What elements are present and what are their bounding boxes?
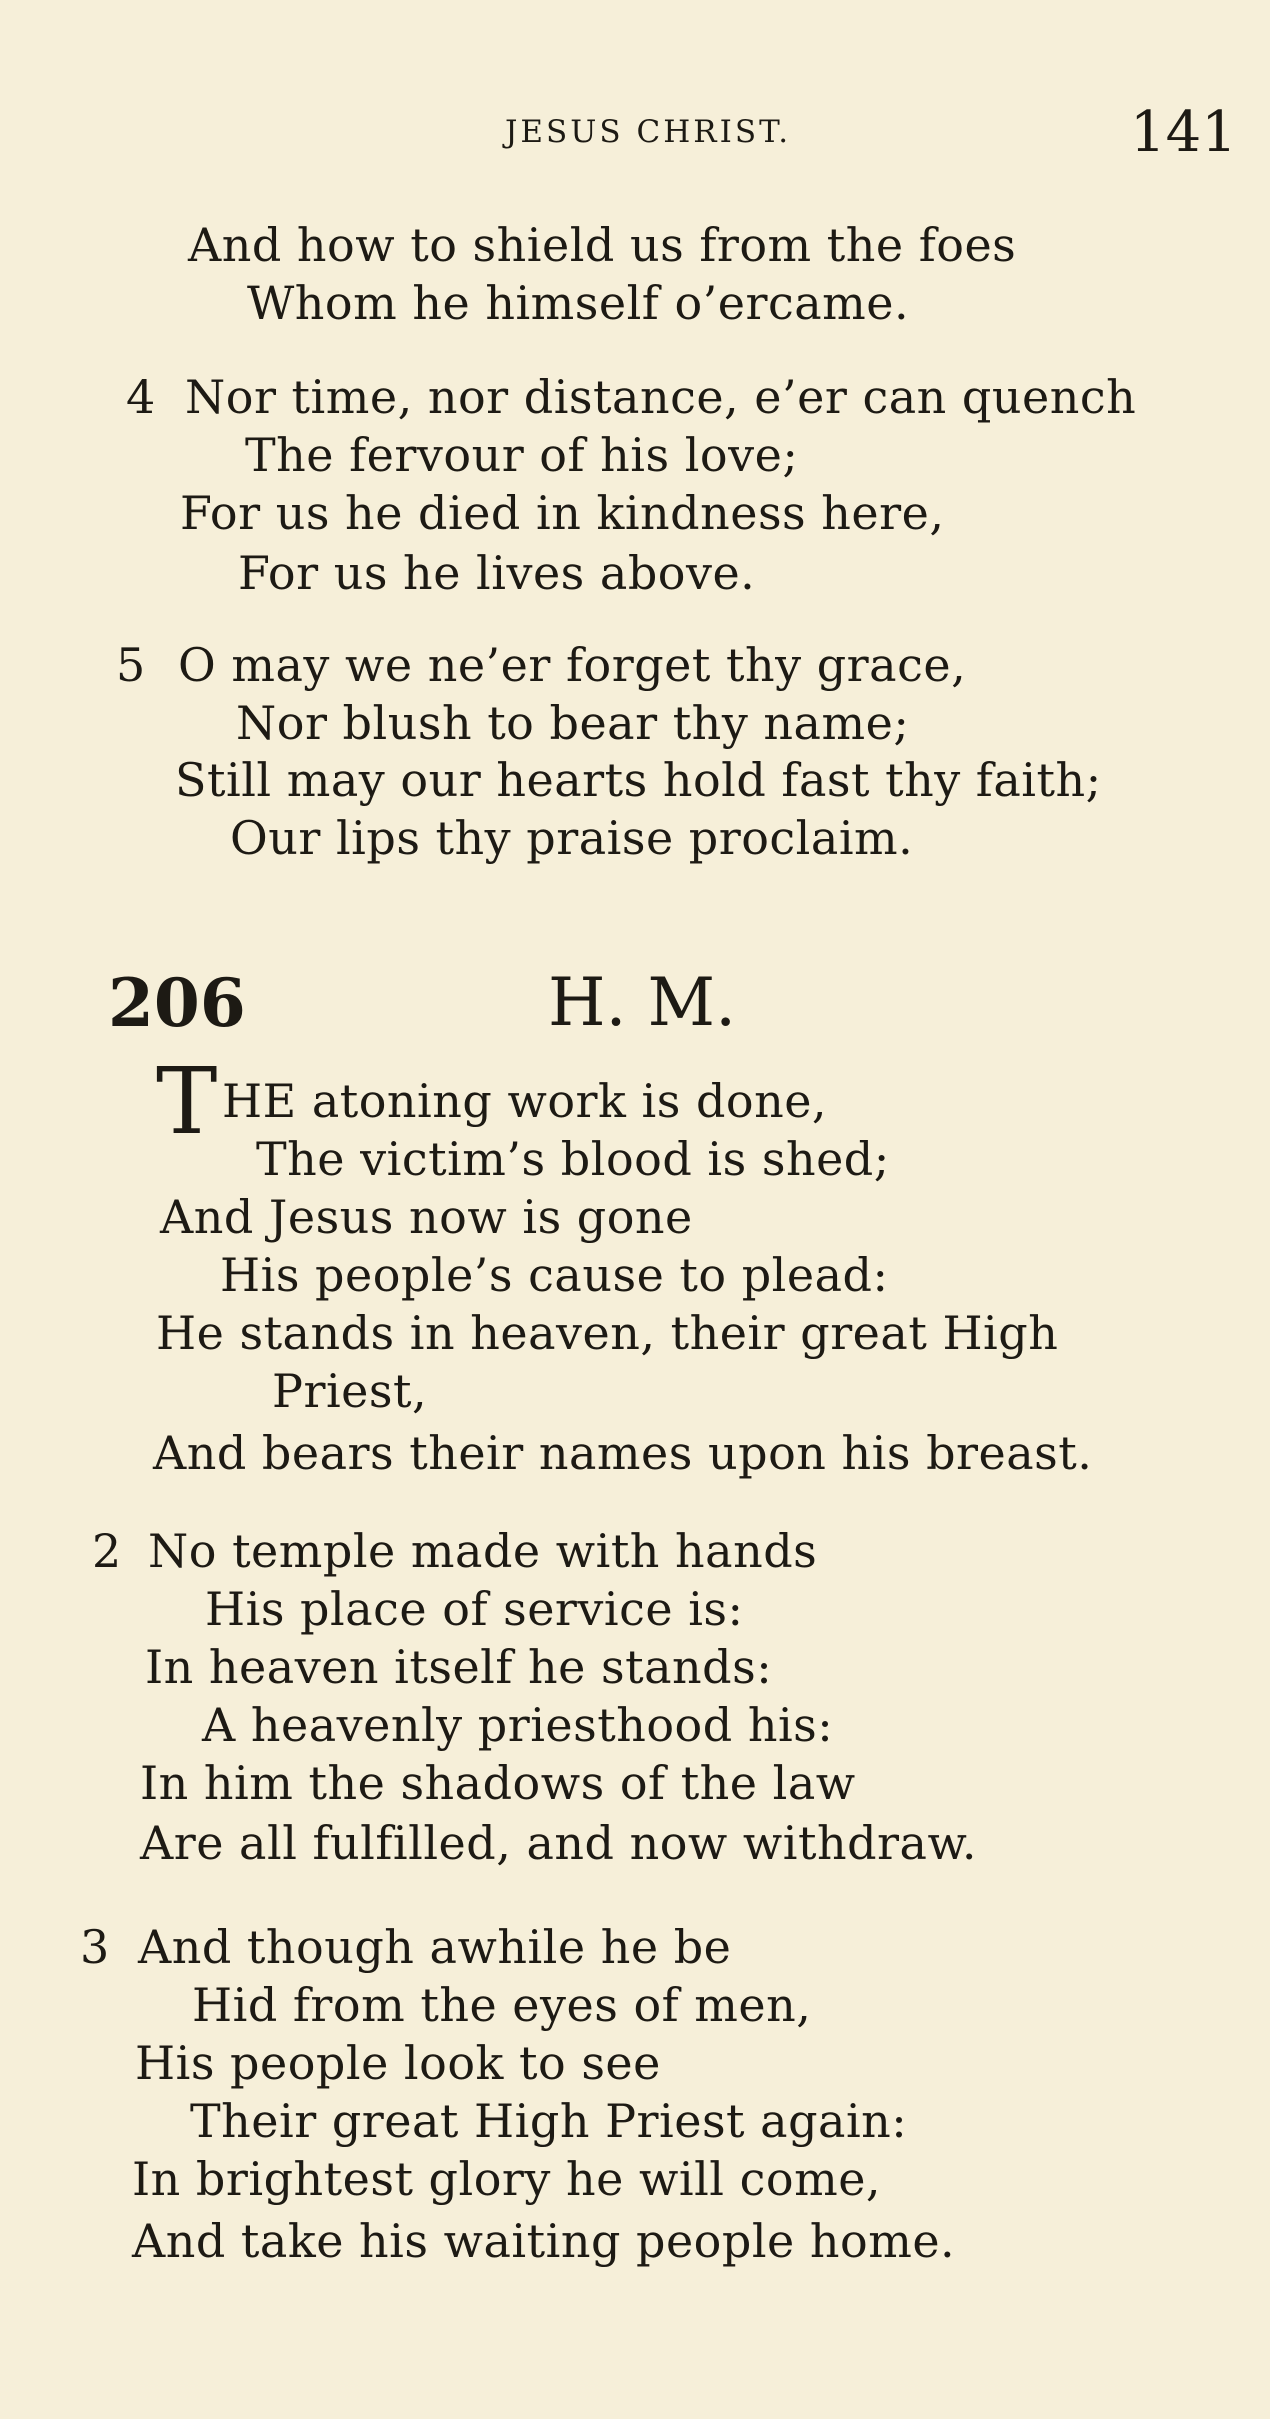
drop-cap: T [156, 1048, 218, 1155]
verse-line: Nor time, nor distance, e’er can quench [185, 370, 1137, 424]
page-number: 141 [1130, 100, 1237, 165]
verse-line: Priest, [272, 1364, 428, 1418]
verse-number: 3 [80, 1920, 110, 1974]
verse-line: And Jesus now is gone [160, 1190, 693, 1244]
verse-line: He stands in heaven, their great High [156, 1306, 1059, 1360]
verse-number: 2 [92, 1524, 122, 1578]
verse-line: And though awhile he be [138, 1920, 732, 1974]
verse-line: His place of service is: [205, 1582, 744, 1636]
verse-line: And bears their names upon his breast. [153, 1426, 1093, 1480]
verse-line: The fervour of his love; [245, 428, 799, 482]
verse-line: In brightest glory he will come, [132, 2152, 882, 2206]
verse-line: His people look to see [135, 2036, 661, 2090]
verse-number: 4 [126, 370, 156, 424]
hymn-meter: H. M. [548, 964, 737, 1041]
verse-line: And how to shield us from the foes [188, 218, 1017, 272]
verse-line: For us he died in kindness here, [180, 486, 945, 540]
verse-line: HE atoning work is done, [222, 1074, 828, 1128]
verse-line: Still may our hearts hold fast thy faith; [175, 753, 1102, 807]
verse-line: A heavenly priesthood his: [202, 1698, 834, 1752]
verse-line: In heaven itself he stands: [145, 1640, 773, 1694]
verse-line: Whom he himself o’ercame. [247, 276, 910, 330]
verse-number: 5 [116, 638, 146, 692]
verse-line: O may we ne’er forget thy grace, [178, 638, 967, 692]
verse-line: Our lips thy praise proclaim. [230, 811, 914, 865]
verse-line: The victim’s blood is shed; [256, 1132, 890, 1186]
verse-line: His people’s cause to plead: [220, 1248, 889, 1302]
verse-line: For us he lives above. [238, 546, 756, 600]
verse-line: No temple made with hands [148, 1524, 818, 1578]
verse-line: Hid from the eyes of men, [192, 1978, 812, 2032]
verse-line: Are all fulfilled, and now withdraw. [140, 1816, 977, 1870]
verse-line: And take his waiting people home. [132, 2214, 956, 2268]
verse-line: Their great High Priest again: [190, 2094, 908, 2148]
running-title: JESUS CHRIST. [505, 114, 792, 150]
verse-line: In him the shadows of the law [140, 1756, 856, 1810]
hymn-number: 206 [108, 964, 246, 1042]
verse-line: Nor blush to bear thy name; [236, 696, 910, 750]
